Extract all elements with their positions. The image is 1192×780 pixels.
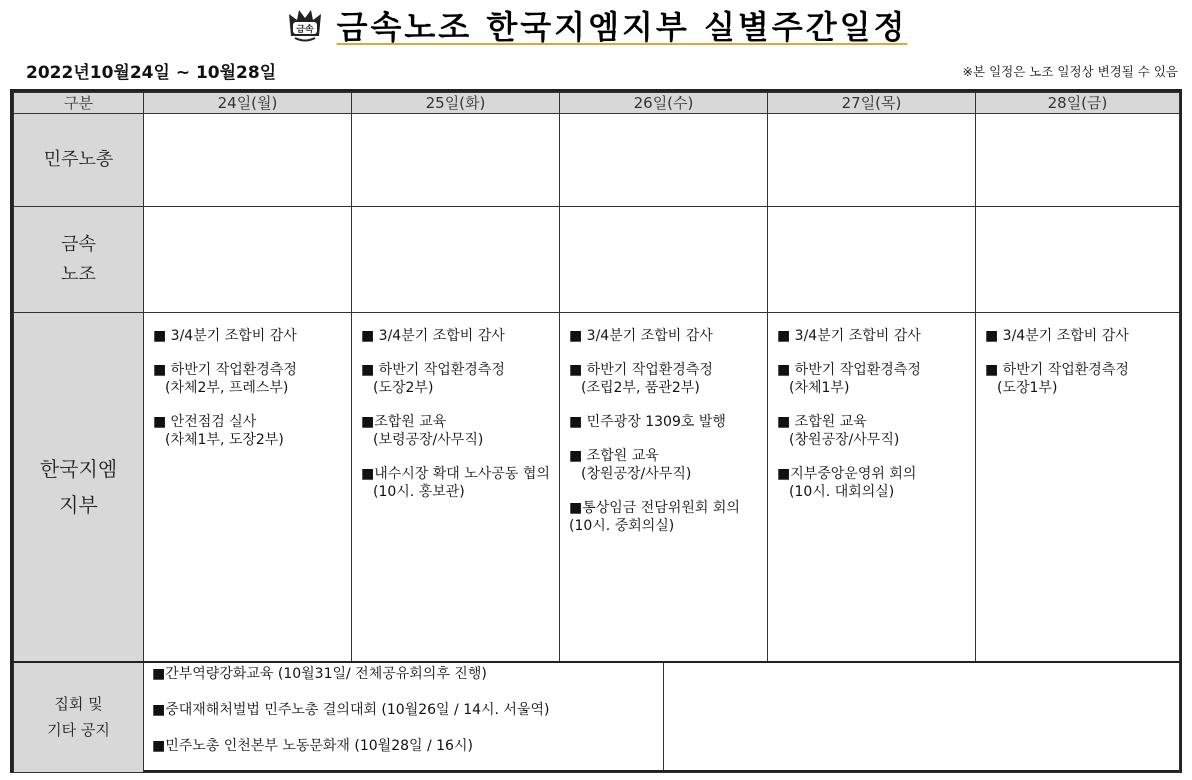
day-header-thu: 27일(목) — [768, 93, 976, 114]
row-label-line: 집회 및 — [54, 695, 103, 713]
corner-cell: 구분 — [14, 93, 144, 114]
schedule-item: ■내수시장 확대 노사공동 협의 (10시. 홍보관) — [361, 466, 550, 500]
title-bar — [0, 0, 1192, 50]
schedule-item: ■ 민주광장 1309호 발행 — [569, 414, 726, 430]
schedule-cell — [976, 114, 1180, 207]
schedule-cell — [352, 207, 560, 313]
row-label-line: 노조 — [61, 263, 96, 285]
schedule-cell — [768, 114, 976, 207]
schedule-cell — [768, 207, 976, 313]
row-label-line: 금속 — [61, 233, 96, 255]
schedule-item: ■ 3/4분기 조합비 감사 — [153, 328, 297, 344]
row-label-line: 한국지엠 — [39, 456, 118, 481]
notice-item: ■중대재해처벌법 민주노총 결의대회 (10월26일 / 14시. 서울역) — [152, 701, 550, 718]
notice-item: ■간부역량강화교육 (10월31일/ 전체공유회의후 진행) — [152, 665, 487, 682]
schedule-cell-wed — [560, 313, 768, 662]
schedule-cell-tue — [352, 313, 560, 662]
day-header-tue: 25일(화) — [352, 93, 560, 114]
schedule-item: ■ 하반기 작업환경측정 (차체2부, 프레스부) — [153, 362, 297, 396]
schedule-item: ■ 조합원 교육 (창원공장/사무직) — [569, 448, 692, 482]
day-header-mon: 24일(월) — [144, 93, 352, 114]
schedule-cell — [560, 114, 768, 207]
schedule-cell — [144, 207, 352, 313]
schedule-period: 2022년10월24일 ~ 10월28일 — [26, 63, 277, 83]
day-header-fri: 28일(금) — [976, 93, 1180, 114]
schedule-item: ■ 3/4분기 조합비 감사 — [569, 328, 713, 344]
row-label-notices — [14, 662, 144, 773]
schedule-item: ■ 하반기 작업환경측정 (차체1부) — [777, 362, 921, 396]
schedule-cell — [976, 207, 1180, 313]
row-kmwu — [14, 207, 1180, 313]
notices-cell — [144, 662, 1180, 773]
schedule-item: ■ 하반기 작업환경측정 (도장1부) — [985, 362, 1129, 396]
schedule-item: ■ 조합원 교육 (창원공장/사무직) — [777, 414, 900, 448]
svg-text:금속: 금속 — [295, 25, 314, 35]
schedule-cell-mon — [144, 313, 352, 662]
schedule-notice: ※본 일정은 노조 일정상 변경될 수 있음 — [962, 64, 1178, 79]
weekly-schedule-table — [10, 89, 1182, 773]
row-kctu — [14, 114, 1180, 207]
schedule-cell-fri — [976, 313, 1180, 662]
day-header-wed: 26일(수) — [560, 93, 768, 114]
row-label-line: 기타 공지 — [47, 721, 110, 739]
row-label-kctu: 민주노총 — [14, 114, 144, 207]
notice-item: ■민주노총 인천본부 노동문화재 (10월28일 / 16시) — [152, 737, 473, 754]
schedule-item: ■ 안전점검 실사 (차체1부, 도장2부) — [153, 414, 284, 448]
row-label-gm-korea — [14, 313, 144, 662]
schedule-item: ■조합원 교육 (보령공장/사무직) — [361, 414, 484, 448]
header-row — [14, 93, 1180, 114]
row-label-line: 지부 — [59, 492, 98, 517]
schedule-item: ■ 3/4분기 조합비 감사 — [985, 328, 1129, 344]
schedule-item: ■ 하반기 작업환경측정 (조립2부, 품관2부) — [569, 362, 713, 396]
row-label-kmwu — [14, 207, 144, 313]
union-logo-icon — [285, 6, 325, 44]
row-notices — [14, 662, 1180, 773]
schedule-item: ■지부중앙운영위 회의 (10시. 대회의실) — [777, 466, 917, 500]
row-gm-korea-branch — [14, 313, 1180, 662]
schedule-item: ■ 3/4분기 조합비 감사 — [777, 328, 921, 344]
schedule-item: ■ 하반기 작업환경측정 (도장2부) — [361, 362, 505, 396]
page-title: 금속노조 한국지엠지부 실별주간일정 — [336, 8, 908, 46]
schedule-item: ■ 3/4분기 조합비 감사 — [361, 328, 505, 344]
schedule-item: ■통상임금 전담위원회 회의 (10시. 중회의실) — [569, 500, 740, 534]
schedule-cell — [560, 207, 768, 313]
schedule-cell — [352, 114, 560, 207]
schedule-cell-thu — [768, 313, 976, 662]
notices-divider — [663, 662, 664, 770]
schedule-cell — [144, 114, 352, 207]
